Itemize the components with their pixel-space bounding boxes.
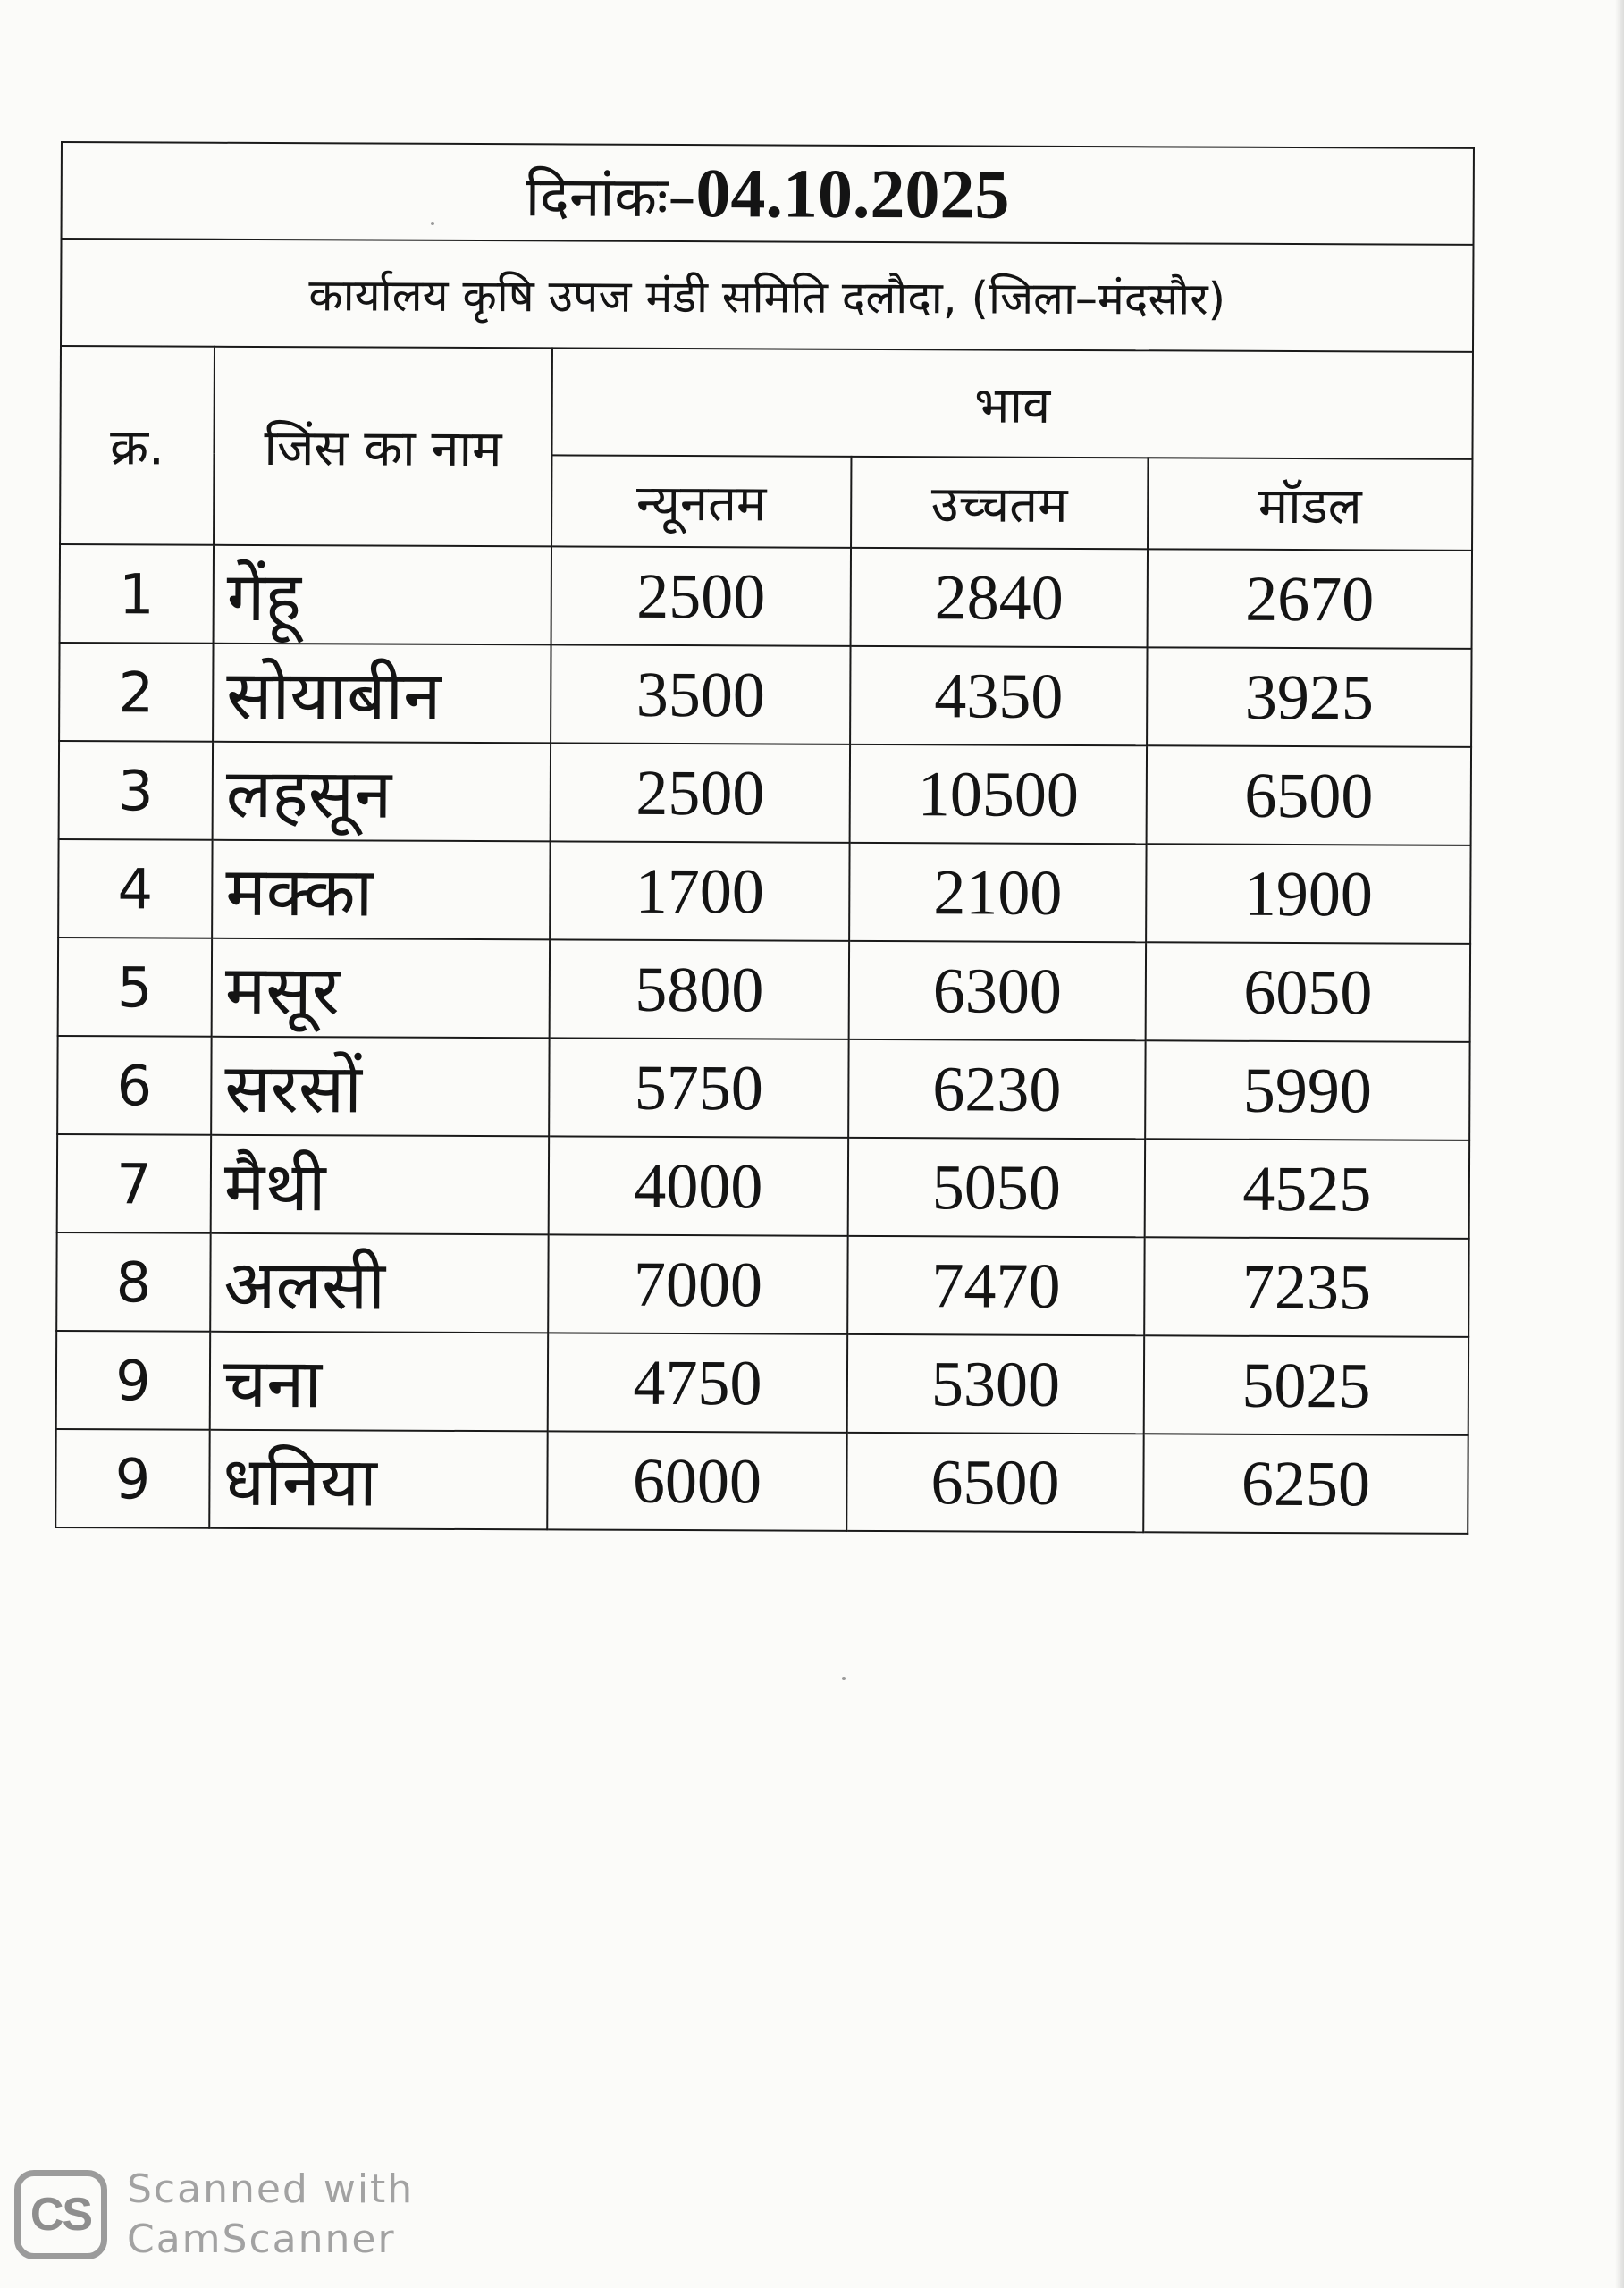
modal-price-cell: 5025 — [1144, 1335, 1468, 1435]
serial-cell: 9 — [56, 1331, 210, 1430]
crop-name-cell: गेंहू — [214, 545, 551, 645]
rate-sheet — [55, 141, 1473, 1535]
serial-cell: 5 — [58, 938, 212, 1037]
min-price-cell: 5750 — [549, 1038, 848, 1137]
crop-name-cell: धनिया — [209, 1430, 547, 1530]
serial-cell: 4 — [58, 839, 212, 938]
table-row — [58, 938, 1470, 1042]
header-min: न्यूनतम — [551, 455, 851, 547]
watermark-text — [127, 2165, 414, 2265]
crop-name-cell: सरसों — [211, 1037, 549, 1137]
modal-price-cell: 5990 — [1145, 1040, 1469, 1140]
modal-price-cell: 2670 — [1148, 549, 1472, 649]
table-row — [55, 1429, 1468, 1534]
max-price-cell: 2840 — [851, 548, 1148, 647]
modal-price-cell: 7235 — [1144, 1237, 1468, 1337]
serial-cell: 2 — [59, 643, 213, 742]
serial-cell: 1 — [60, 544, 214, 644]
max-price-cell: 7470 — [847, 1236, 1144, 1335]
max-price-cell: 4350 — [850, 646, 1147, 745]
serial-cell: 8 — [56, 1232, 210, 1332]
crop-name-cell: लहसून — [213, 742, 551, 842]
serial-cell: 3 — [59, 741, 213, 840]
watermark-line-2: CamScanner — [127, 2216, 396, 2262]
header-crop-name: जिंस का नाम — [214, 347, 552, 547]
mandi-rate-table — [55, 141, 1475, 1535]
table-row — [57, 1036, 1469, 1140]
date-heading — [62, 142, 1474, 245]
camscanner-logo-icon: CS — [14, 2170, 107, 2259]
crop-name-cell: अलसी — [210, 1233, 548, 1333]
modal-price-cell: 6250 — [1143, 1434, 1468, 1534]
page-edge-shadow — [1615, 0, 1624, 2288]
table-row — [58, 839, 1470, 944]
modal-price-cell: 4525 — [1145, 1139, 1469, 1239]
crop-name-cell: मसूर — [212, 938, 550, 1039]
date-value: 04.10.2025 — [695, 154, 1010, 233]
office-heading: कार्यालय कृषि उपज मंडी समिति दलौदा, (जिला–मंदसौर) — [61, 239, 1474, 352]
min-price-cell: 4750 — [548, 1333, 847, 1432]
crop-name-cell: मक्का — [212, 840, 550, 940]
header-modal: मॉडल — [1148, 458, 1472, 551]
crop-name-cell: मैथी — [211, 1135, 549, 1235]
modal-price-cell: 1900 — [1146, 844, 1470, 944]
table-row — [56, 1232, 1468, 1337]
max-price-cell: 6300 — [849, 941, 1146, 1040]
min-price-cell: 2500 — [551, 546, 851, 645]
min-price-cell: 4000 — [549, 1136, 848, 1235]
table-row — [60, 544, 1472, 649]
min-price-cell: 5800 — [550, 939, 849, 1039]
min-price-cell: 3500 — [551, 644, 850, 744]
scan-speck — [842, 1677, 846, 1680]
min-price-cell: 6000 — [547, 1431, 846, 1530]
modal-price-cell: 3925 — [1147, 647, 1471, 747]
crop-name-cell: सोयाबीन — [213, 644, 551, 744]
table-row — [59, 643, 1471, 747]
max-price-cell: 6230 — [848, 1039, 1145, 1139]
min-price-cell: 7000 — [548, 1234, 847, 1333]
date-label: दिनांकः– — [525, 164, 696, 231]
scan-speck — [431, 222, 434, 225]
header-serial: क्र. — [60, 346, 215, 545]
modal-price-cell: 6050 — [1146, 942, 1470, 1042]
modal-price-cell: 6500 — [1147, 745, 1471, 845]
camscanner-watermark — [14, 2165, 414, 2265]
max-price-cell: 10500 — [850, 744, 1147, 844]
min-price-cell: 1700 — [550, 841, 849, 940]
max-price-cell: 2100 — [849, 843, 1146, 942]
max-price-cell: 5050 — [848, 1138, 1145, 1237]
header-max: उच्चतम — [851, 457, 1148, 549]
serial-cell: 7 — [57, 1134, 211, 1233]
max-price-cell: 5300 — [847, 1334, 1144, 1434]
header-rates: भाव — [551, 348, 1473, 458]
table-row — [57, 1134, 1469, 1239]
serial-cell: 6 — [57, 1036, 211, 1135]
table-row — [59, 741, 1471, 845]
max-price-cell: 6500 — [846, 1433, 1143, 1532]
watermark-line-1: Scanned with — [127, 2166, 415, 2212]
min-price-cell: 2500 — [551, 743, 850, 842]
serial-cell: 9 — [55, 1429, 209, 1528]
table-row — [56, 1331, 1468, 1435]
crop-name-cell: चना — [210, 1332, 548, 1432]
